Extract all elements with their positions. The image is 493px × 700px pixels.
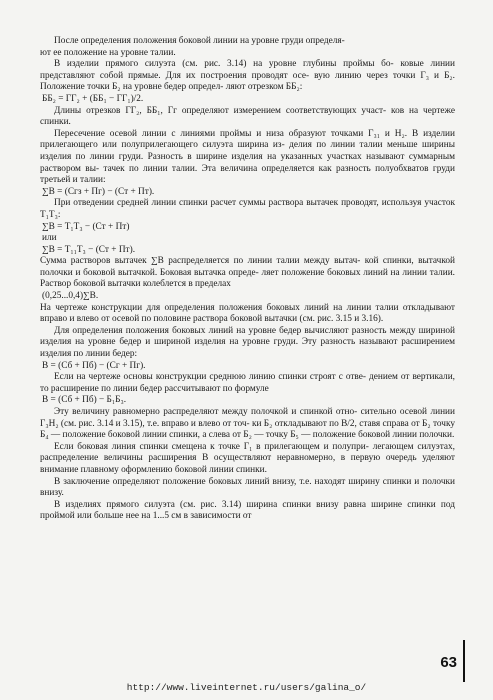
paragraph: Если на чертеже основы конструкции среднюю линию спинки строят с отве- дением от вертикали, то расширение по линии бедер рассчитывают по формуле: [40, 372, 455, 394]
paragraph: Сумма растворов вытачек ∑B распределяется по линии талии между вытач- кой спинки, вытачкой полочки и боковой вытачкой. Боковая вытачка опреде- ляет положение боковых линий на линии талии. Раствор боковой вытачки колеблется в пределах: [40, 256, 455, 290]
paragraph: После определения положения боковой линии на уровне груди определя-: [54, 36, 345, 46]
formula-line: ББ₂ = ГГ₂ + (ББ₁ − ГГ₁)/2.: [42, 93, 144, 104]
formula-line: B = (Сб + Пб) − Б₁Б₃.: [42, 395, 127, 406]
paragraph: На чертеже конструкции для определения положения боковых линий на линии талии откладывают вправо и влево от осевой по половине раствора боковой вытачки (см. рис. 3.15 и 3.16).: [40, 302, 455, 325]
paragraph: В изделии прямого силуэта (см. рис. 3.14) на уровне глубины проймы бо- ковые линии представляют собой прямые. Для их построения проводят осе- вую линию через точки Г₃ и Б₂. Положение точки Б₂ на уровне бедер определ- ляют отрезком ББ₂:: [40, 59, 455, 93]
formula-line: (0,25...0,4)∑B.: [42, 291, 99, 302]
formula-line: ∑B = Т₁₁Т₃ − (Ст + Пт).: [42, 244, 136, 255]
page-body-text: [40, 36, 455, 523]
paragraph: Если боковая линия спинки смещена к точке Г₁ в прилегающем и полупри- легающем силуэтах, распределение величины расширения B осуществляют неравномерно, в первую очередь уделяют внимание плавному оформлению боковой линии спинки.: [40, 441, 455, 475]
formula-line: B = (Сб + Пб) − (Сг + Пг).: [42, 360, 146, 371]
paragraph: Эту величину равномерно распределяют между полочкой и спинкой отно- сительно осевой линии Г₃Н₂ (см. рис. 3.14 и 3.15), т.е. вправо и влево от точ- ки Б₂ откладывают по В/2, ставя справа от Б₂ точку Б₄ — положение боковой линии спинки, а слева от Б₂ — точку Б₅ — положение боковой линии полочки.: [40, 407, 455, 441]
paragraph: Пересечение осевой линии с линиями проймы и низа образуют точками Г₃₁ и Н₂. В изделии прилегающего или полуприлегающего силуэта ширина из- делия по линии талии меньше ширины изделия по линии груди. Разность в ширине изделия на указанных участках называют суммарным раствором вы- тачек по линии талии. Эта величина определяется как разность полуобхватов груди третьей и талии:: [40, 128, 455, 186]
formula-line: ∑B = (Сгз + Пг) − (Ст + Пт).: [42, 186, 155, 197]
page-edge-rule: [463, 640, 465, 682]
paragraph: В заключение определяют положение боковых линий внизу, т.е. находят ширину спинки и полочки внизу.: [40, 476, 455, 499]
paragraph: В изделиях прямого силуэта (см. рис. 3.14) ширина спинки внизу равна ширине спинки под проймой или больше нее на 1...5 см в зависимости от: [40, 499, 455, 522]
footer-url[interactable]: http://www.liveinternet.ru/users/galina_o/: [126, 682, 367, 693]
paragraph: Для определения положения боковых линий на уровне бедер вычисляют разность между шириной изделия на уровне бедер и шириной изделия на уровне груди. Эту разность называют расширением изделия по линии бедер:: [40, 325, 455, 360]
paragraph: При отведении средней линии спинки расчет суммы раствора вытачек проводят, используя участок Т₁Т₃:: [40, 198, 455, 220]
formula-line: или: [42, 233, 57, 244]
paragraph: ют ее положение на уровне талии.: [40, 47, 176, 58]
page-number: 63: [440, 654, 457, 671]
paragraph: Длины отрезков ГГ₂, ББ₁, Гг определяют измерением соответствующих участ- ков на чертеже спинки.: [40, 105, 455, 128]
formula-line: ∑B = Т₁Т₃ − (Ст + Пт): [42, 221, 130, 232]
